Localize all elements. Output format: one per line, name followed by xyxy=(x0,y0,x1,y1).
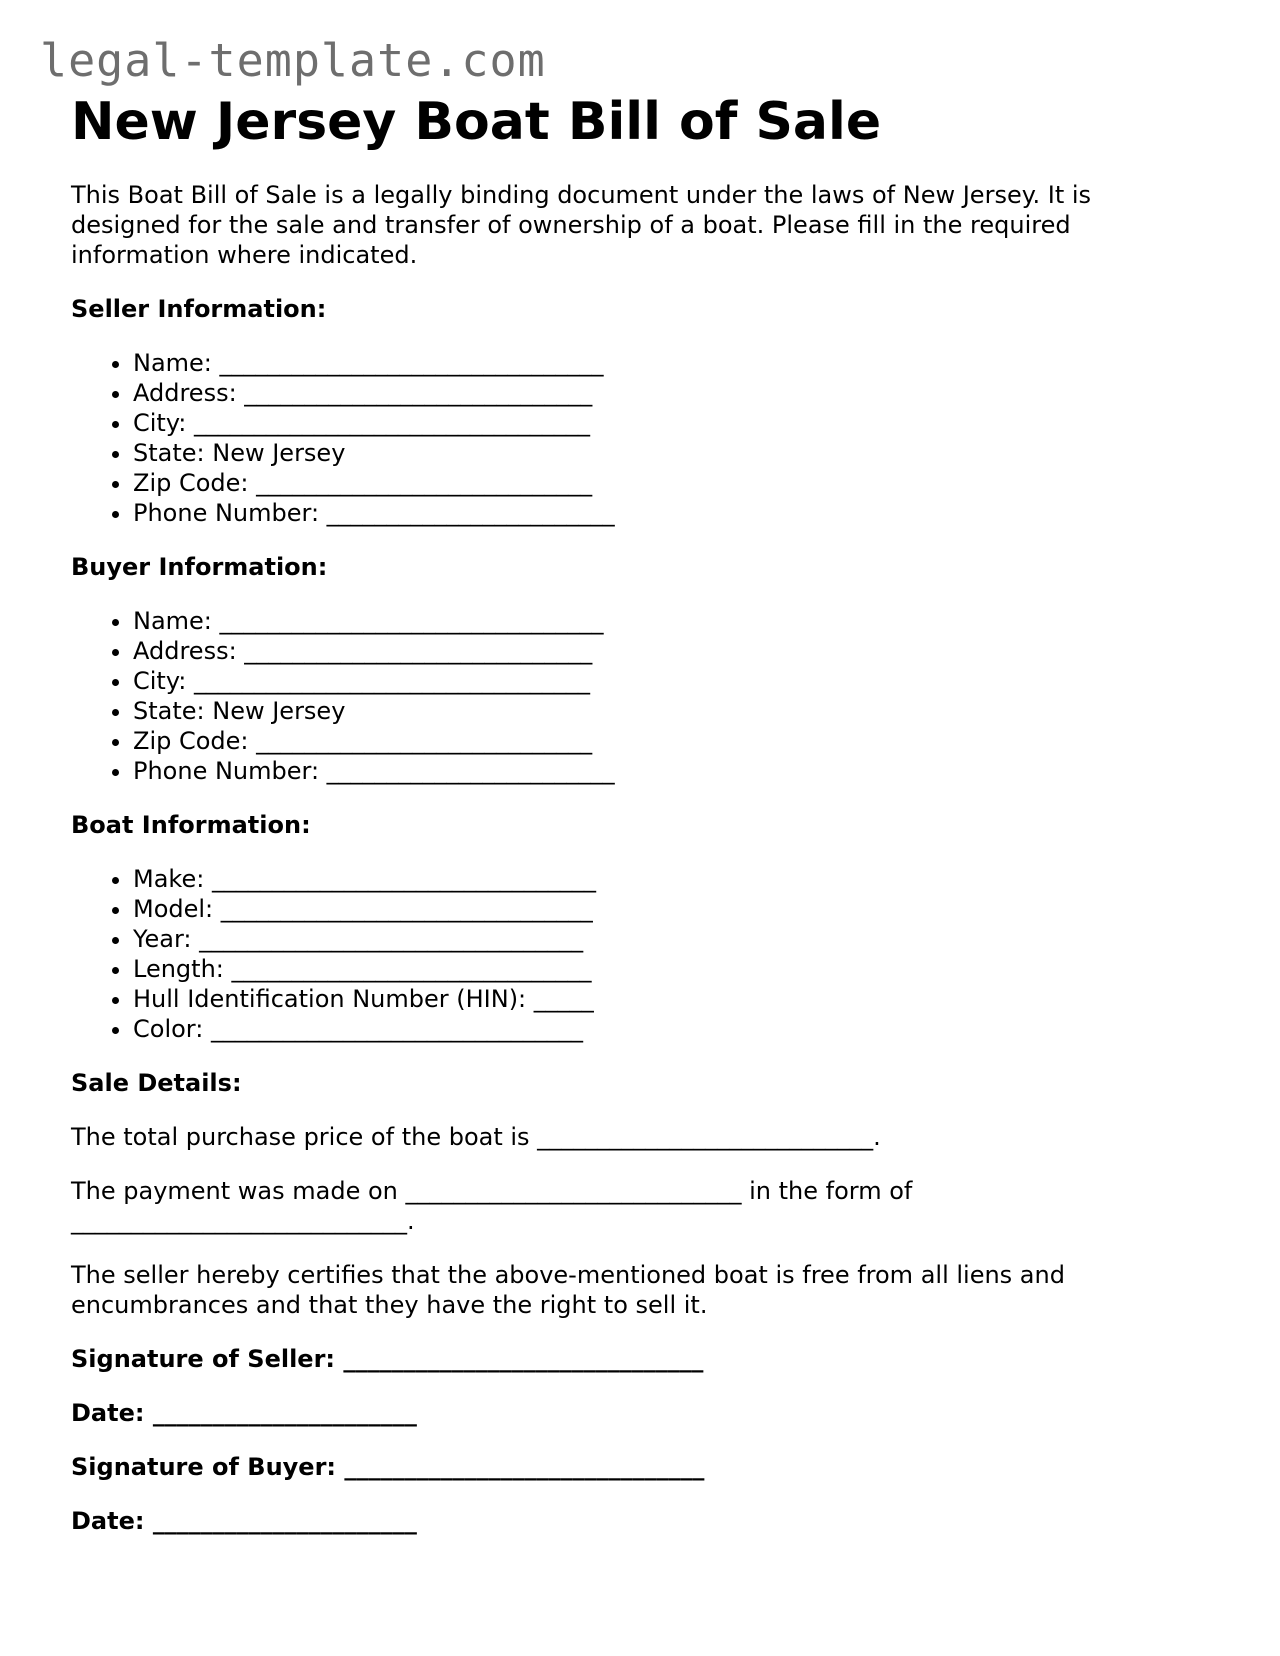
buyer-phone-field: • Phone Number: ________________________ xyxy=(133,756,1211,786)
seller-state-field: • State: New Jersey xyxy=(133,438,1211,468)
document-title: New Jersey Boat Bill of Sale xyxy=(71,92,882,152)
seller-date-line: Date: ______________________ xyxy=(71,1399,417,1427)
sale-section-heading: Sale Details: xyxy=(71,1069,242,1097)
buyer-section-heading: Buyer Information: xyxy=(71,553,328,581)
buyer-state-field: • State: New Jersey xyxy=(133,696,1211,726)
boat-fields-list xyxy=(71,864,1211,1044)
boat-color-field: • Color: _______________________________ xyxy=(133,1014,1211,1044)
payment-paragraph: The payment was made on ____________________________ in the form of ____________________________. xyxy=(71,1177,913,1235)
buyer-city-field: • City: _________________________________ xyxy=(133,666,1211,696)
buyer-fields-list xyxy=(71,606,1211,786)
seller-name-field: • Name: ________________________________ xyxy=(133,348,1211,378)
document-page xyxy=(71,88,1211,1536)
seller-phone-field: • Phone Number: ________________________ xyxy=(133,498,1211,528)
buyer-name-field: • Name: ________________________________ xyxy=(133,606,1211,636)
watermark-logo: legal-template.com xyxy=(40,34,546,87)
seller-fields-list xyxy=(71,348,1211,528)
buyer-zip-field: • Zip Code: ____________________________ xyxy=(133,726,1211,756)
buyer-address-field: • Address: _____________________________ xyxy=(133,636,1211,666)
certification-paragraph: The seller hereby certifies that the above-mentioned boat is free from all liens and encumbrances and that they have the right to sell it. xyxy=(71,1261,1065,1319)
seller-zip-field: • Zip Code: ____________________________ xyxy=(133,468,1211,498)
seller-address-field: • Address: _____________________________ xyxy=(133,378,1211,408)
buyer-signature-line: Signature of Buyer: ______________________________ xyxy=(71,1453,705,1481)
purchase-price-paragraph: The total purchase price of the boat is ____________________________. xyxy=(71,1123,881,1151)
boat-hin-field: • Hull Identification Number (HIN): _____ xyxy=(133,984,1211,1014)
seller-city-field: • City: _________________________________ xyxy=(133,408,1211,438)
buyer-date-line: Date: ______________________ xyxy=(71,1507,417,1535)
boat-year-field: • Year: ________________________________ xyxy=(133,924,1211,954)
boat-model-field: • Model: _______________________________ xyxy=(133,894,1211,924)
boat-make-field: • Make: ________________________________ xyxy=(133,864,1211,894)
seller-signature-line: Signature of Seller: ______________________________ xyxy=(71,1345,704,1373)
boat-section-heading: Boat Information: xyxy=(71,811,311,839)
boat-length-field: • Length: ______________________________ xyxy=(133,954,1211,984)
intro-paragraph: This Boat Bill of Sale is a legally binding document under the laws of New Jersey. It is designed for the sale and transfer of ownership of a boat. Please fill in the required information where indicated. xyxy=(71,181,1092,269)
seller-section-heading: Seller Information: xyxy=(71,295,327,323)
